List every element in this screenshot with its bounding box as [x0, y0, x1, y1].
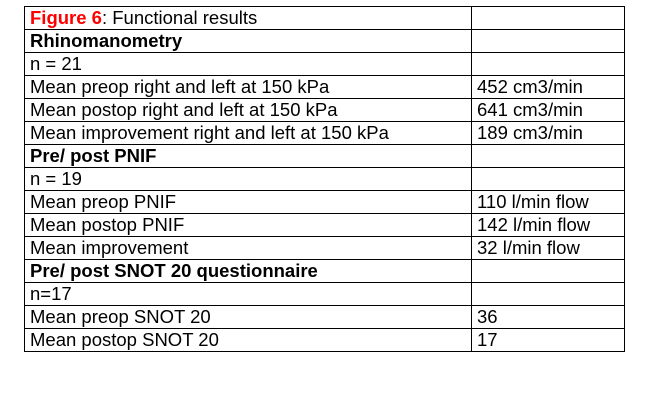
table-row [25, 191, 625, 214]
row-value [472, 283, 625, 306]
section-title: Rhinomanometry [25, 30, 472, 53]
figure-label [30, 7, 102, 28]
table-row [25, 76, 625, 99]
table-row [25, 214, 625, 237]
table-row [25, 53, 625, 76]
row-value [472, 30, 625, 53]
functional-results-table [24, 6, 625, 352]
row-value: 32 l/min flow [472, 237, 625, 260]
caption-title: Functional results [107, 7, 258, 28]
caption-separator: : [101, 7, 108, 28]
row-value [472, 145, 625, 168]
table-row [25, 168, 625, 191]
caption-row [25, 7, 625, 30]
row-label: Mean postop right and left at 150 kPa [25, 99, 472, 122]
row-label: n = 19 [25, 168, 472, 191]
table-row [25, 283, 625, 306]
row-value: 142 l/min flow [472, 214, 625, 237]
row-value [472, 260, 625, 283]
section-header-row [25, 30, 625, 53]
caption-cell [25, 7, 472, 30]
row-label: n=17 [25, 283, 472, 306]
row-value: 110 l/min flow [472, 191, 625, 214]
row-value: 189 cm3/min [472, 122, 625, 145]
figure-number: 6 [86, 7, 102, 28]
section-title: Pre/ post PNIF [25, 145, 472, 168]
figure-word: Figure [30, 7, 87, 28]
section-header-row [25, 145, 625, 168]
row-value: 17 [472, 329, 625, 352]
table-row [25, 122, 625, 145]
row-label: Mean improvement right and left at 150 kPa [25, 122, 472, 145]
row-value: 452 cm3/min [472, 76, 625, 99]
row-label: Mean preop right and left at 150 kPa [25, 76, 472, 99]
row-value: 641 cm3/min [472, 99, 625, 122]
row-label: Mean improvement [25, 237, 472, 260]
caption-value-cell [472, 7, 625, 30]
row-label: Mean preop PNIF [25, 191, 472, 214]
section-title: Pre/ post SNOT 20 questionnaire [25, 260, 472, 283]
row-label: n = 21 [25, 53, 472, 76]
results-table-body [25, 7, 625, 352]
row-label: Mean postop SNOT 20 [25, 329, 472, 352]
section-header-row [25, 260, 625, 283]
table-row [25, 99, 625, 122]
table-row [25, 237, 625, 260]
row-label: Mean preop SNOT 20 [25, 306, 472, 329]
row-value [472, 168, 625, 191]
row-value [472, 53, 625, 76]
row-label: Mean postop PNIF [25, 214, 472, 237]
table-row [25, 329, 625, 352]
row-value: 36 [472, 306, 625, 329]
table-row [25, 306, 625, 329]
